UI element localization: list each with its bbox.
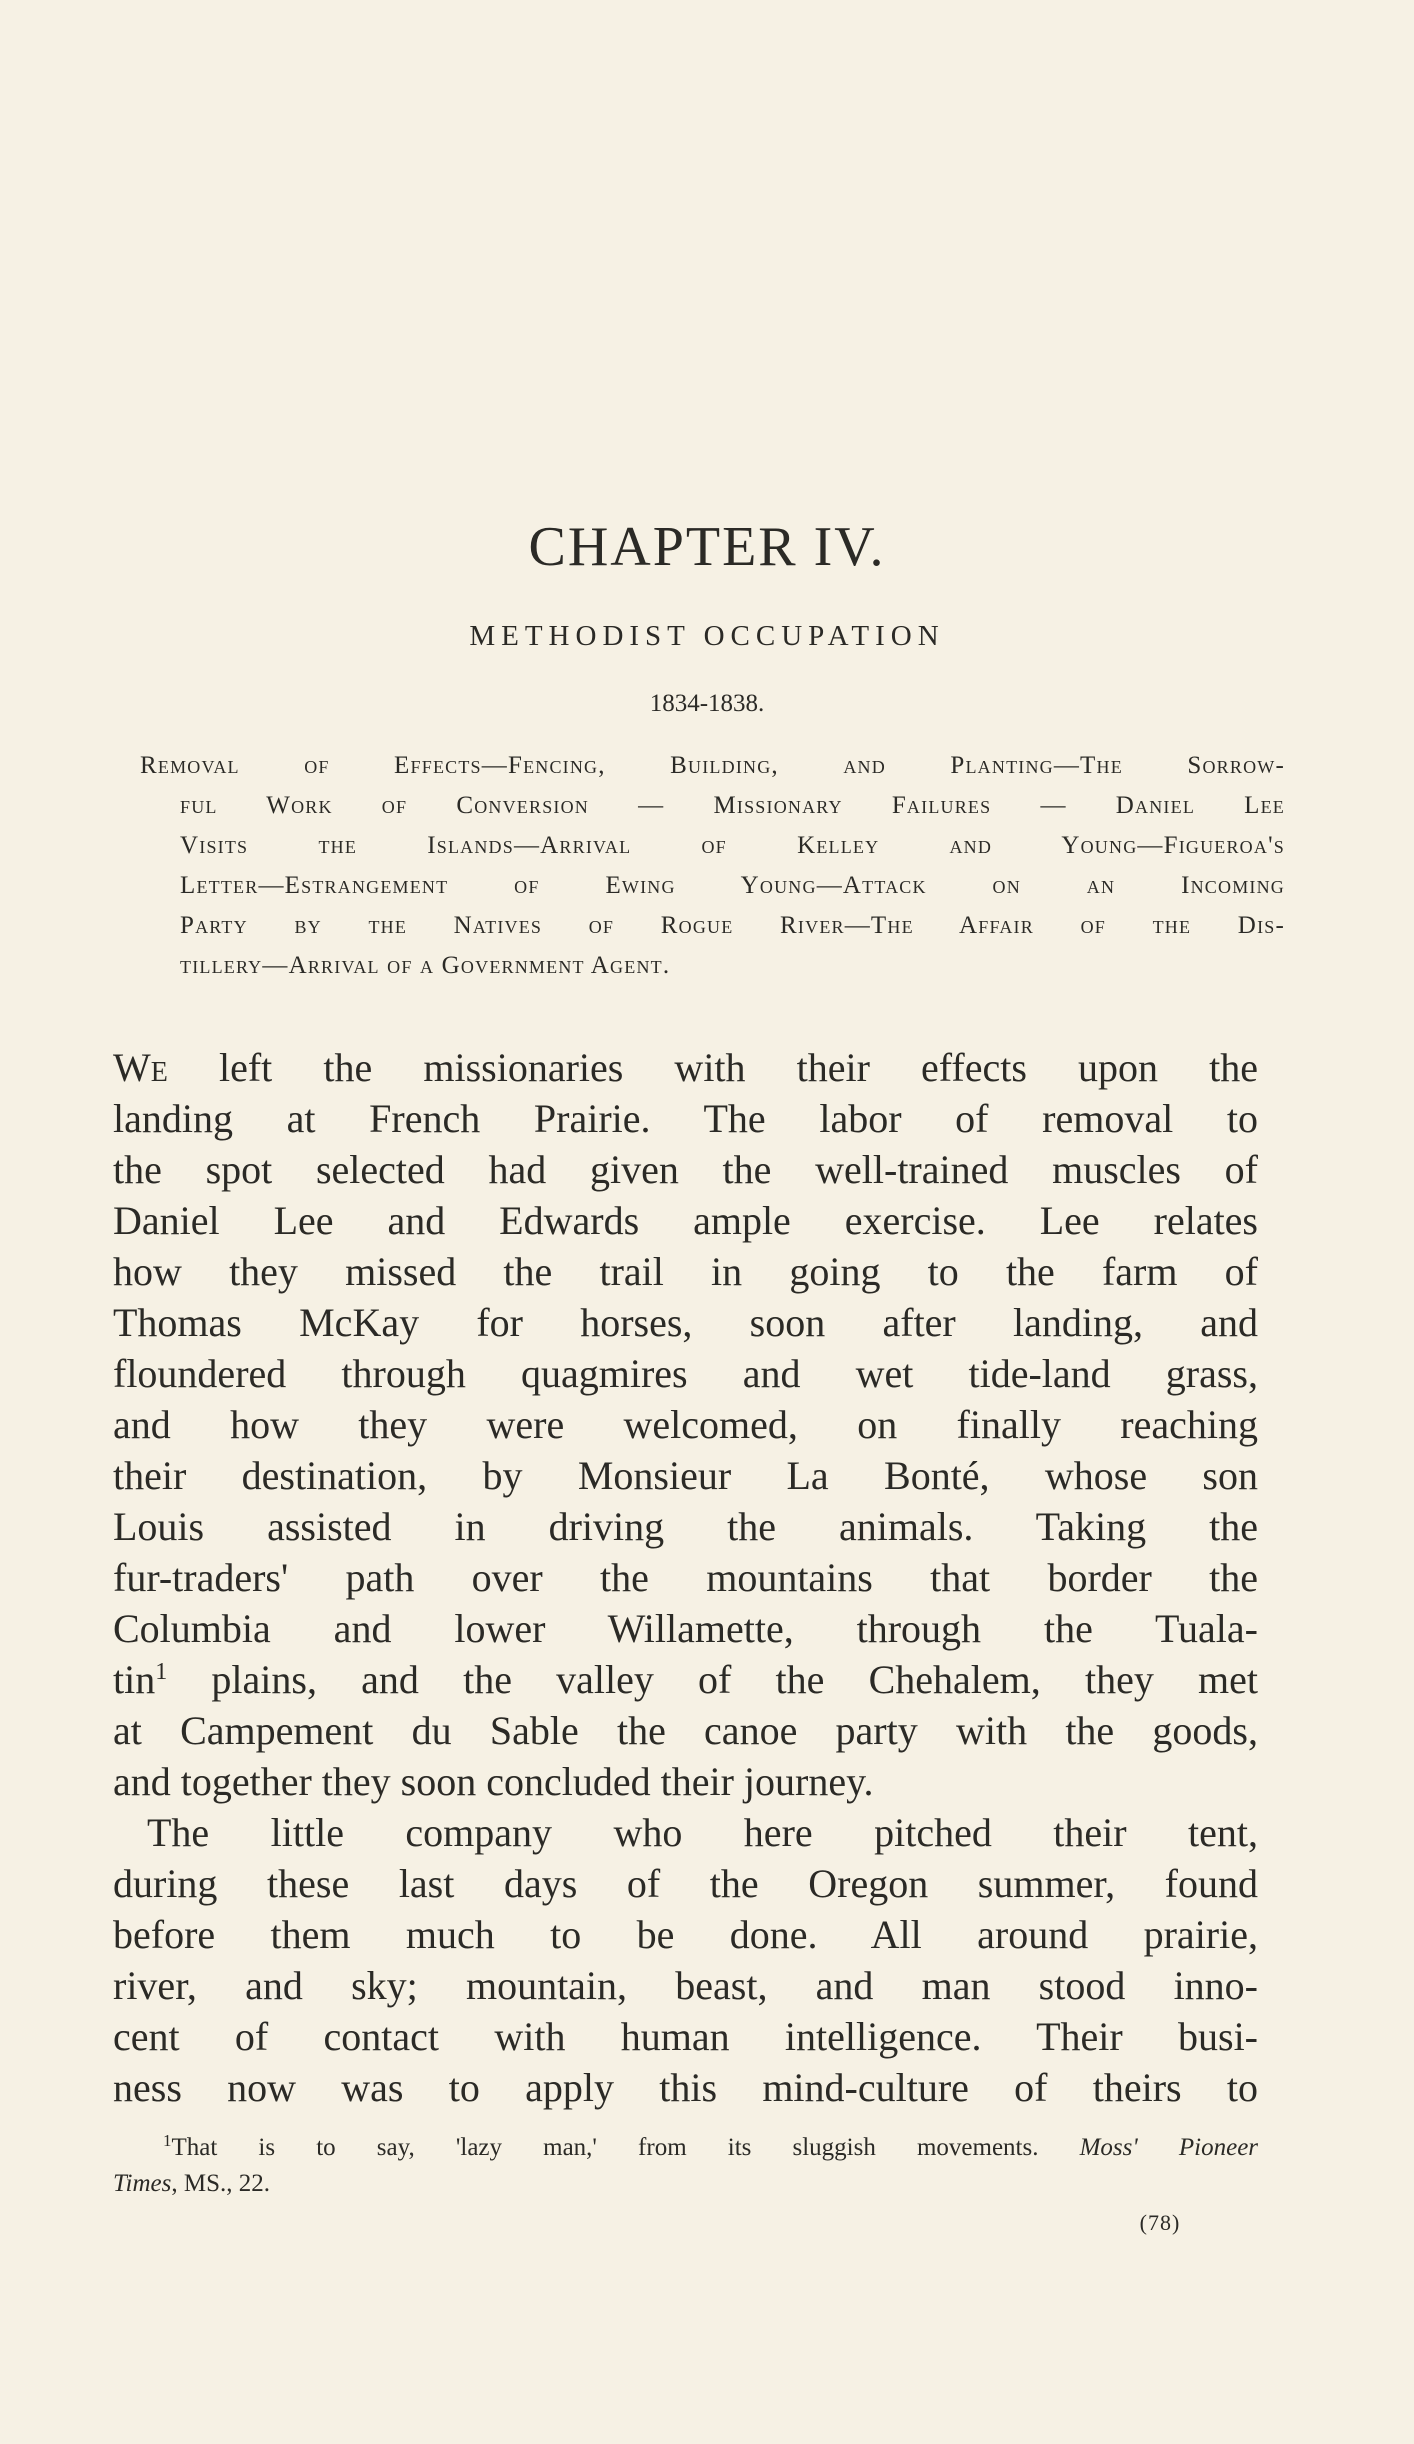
footnote-marker: 1 — [163, 2131, 172, 2150]
body-line: floundered through quagmires and wet tide-land grass, — [113, 1351, 1258, 1396]
synopsis-line: Removal of Effects—Fencing, Building, and Planting—The Sorrow- — [140, 752, 1285, 779]
body-line: their destination, by Monsieur La Bonté, whose son — [113, 1453, 1258, 1498]
body-line: and how they were welcomed, on finally reaching — [113, 1402, 1258, 1447]
chapter-dates: 1834-1838. — [649, 690, 765, 717]
body-line: ness now was to apply this mind-culture of theirs to — [113, 2065, 1258, 2110]
body-line: and together they soon concluded their journey. — [113, 1759, 874, 1804]
body-line: landing at French Prairie. The labor of removal to — [113, 1096, 1258, 1141]
body-line: Louis assisted in driving the animals. Taking the — [113, 1504, 1258, 1549]
body-line: how they missed the trail in going to the farm of — [113, 1249, 1258, 1294]
body-line: during these last days of the Oregon summer, found — [113, 1861, 1258, 1906]
body-line: Columbia and lower Willamette, through the Tuala- — [113, 1606, 1258, 1651]
body-line — [113, 1042, 1258, 1094]
synopsis-line: Party by the Natives of Rogue River—The Affair of the Dis- — [180, 912, 1285, 939]
synopsis-line: Letter—Estrangement of Ewing Young—Attack on an Incoming — [180, 872, 1285, 899]
body-line-text: tin — [113, 1657, 156, 1702]
page-number: (78) — [1139, 2210, 1181, 2235]
body-line-text: left the missionaries with their effects upon the — [167, 1045, 1258, 1090]
body-line: Thomas McKay for horses, soon after landing, and — [113, 1300, 1258, 1345]
synopsis-line: tillery—Arrival of a Government Agent. — [180, 952, 671, 979]
body-line — [113, 1654, 1258, 1706]
chapter-title: CHAPTER IV. — [528, 516, 886, 578]
body-line: the spot selected had given the well-trained muscles of — [113, 1147, 1258, 1192]
footnote-line — [163, 2130, 1258, 2166]
footnote-reference-text: , MS., 22. — [171, 2170, 270, 2197]
footnote-work: Pioneer — [1178, 2134, 1259, 2161]
footnote-work: Times — [113, 2170, 172, 2197]
footnote-line — [113, 2166, 270, 2202]
drop-cap: We — [113, 1045, 168, 1090]
body-line-text: plains, and the valley of the Chehalem, they met — [167, 1657, 1258, 1702]
footnote-text: That is to say, 'lazy man,' from its sluggish movements. — [171, 2134, 1039, 2161]
chapter-subtitle: METHODIST OCCUPATION — [469, 620, 945, 652]
body-line: The little company who here pitched their tent, — [147, 1810, 1258, 1855]
body-line: Daniel Lee and Edwards ample exercise. Lee relates — [113, 1198, 1258, 1243]
body-line: cent of contact with human intelligence. Their busi- — [113, 2014, 1258, 2059]
synopsis-line: ful Work of Conversion — Missionary Failures — Daniel Lee — [180, 792, 1285, 819]
synopsis-line: Visits the Islands—Arrival of Kelley and Young—Figueroa's — [180, 832, 1285, 859]
body-line: river, and sky; mountain, beast, and man stood inno- — [113, 1963, 1258, 2008]
footnote-author: Moss' — [1079, 2134, 1138, 2161]
body-line: fur-traders' path over the mountains that border the — [113, 1555, 1258, 1600]
body-line: at Campement du Sable the canoe party with the goods, — [113, 1708, 1258, 1753]
body-line: before them much to be done. All around prairie, — [113, 1912, 1258, 1957]
footnote-reference[interactable]: 1 — [155, 1659, 168, 1685]
